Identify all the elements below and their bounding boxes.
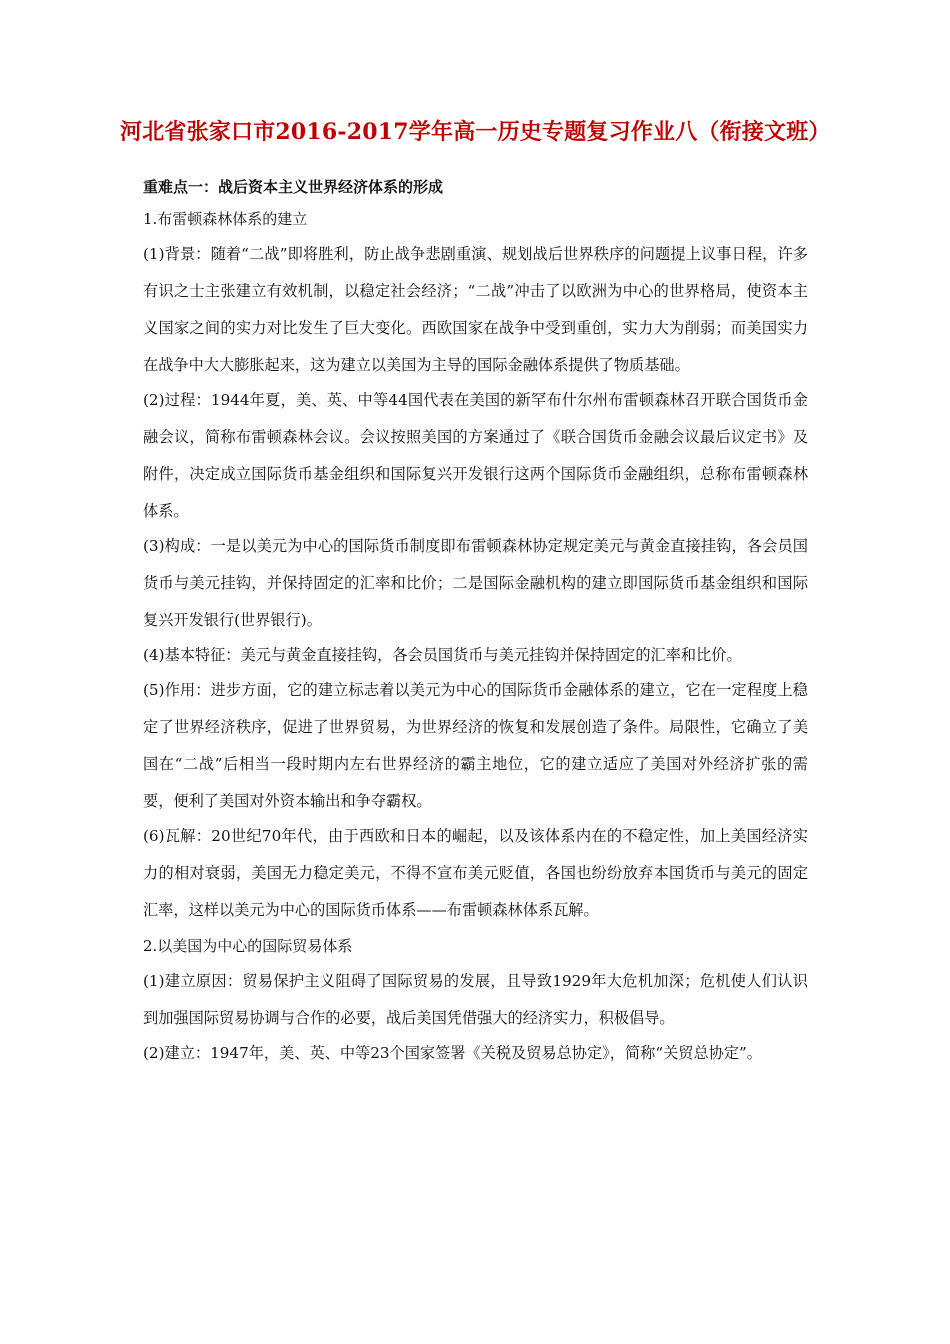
section-2-paragraph-establishment: (2)建立：1947年，美、英、中等23个国家签署《关税及贸易总协定》，简称“关贸总协定”。 [143, 1044, 762, 1062]
section-1-paragraph-collapse: (6)瓦解：20世纪70年代，由于西欧和日本的崛起，以及该体系内在的不稳定性，加上美国经济实力的相对衰弱，美国无力稳定美元，不得不宣布美元贬值，各国也纷纷放弃本国货币与美元的固定汇率，这样以美元为中心的国际货币体系——布雷顿森林体系瓦解。 [143, 827, 808, 919]
document-title: 河北省张家口市2016-2017学年高一历史专题复习作业八（衔接文班） [120, 119, 831, 145]
section-1-paragraph-background: (1)背景：随着“二战”即将胜利，防止战争悲剧重演、规划战后世界秩序的问题提上议事日程，许多有识之士主张建立有效机制，以稳定社会经济；“二战”冲击了以欧洲为中心的世界格局，使资本主义国家之间的实力对比发生了巨大变化。西欧国家在战争中受到重创，实力大为削弱；而美国实力在战争中大大膨胀起来，这为建立以美国为主导的国际金融体系提供了物质基础。 [143, 245, 808, 374]
document-body [143, 176, 808, 1072]
section-1-paragraph-features: (4)基本特征：美元与黄金直接挂钩，各会员国货币与美元挂钩并保持固定的汇率和比价。 [143, 646, 742, 664]
section-2-paragraph-reasons: (1)建立原因：贸易保护主义阻碍了国际贸易的发展，且导致1929年大危机加深；危机使人们认识到加强国际贸易协调与合作的必要，战后美国凭借强大的经济实力，积极倡导。 [143, 972, 808, 1027]
section-1-paragraph-composition: (3)构成：一是以美元为中心的国际货币制度即布雷顿森林协定规定美元与黄金直接挂钩，各会员国货币与美元挂钩，并保持固定的汇率和比价；二是国际金融机构的建立即国际货币基金组织和国际复兴开发银行(世界银行)。 [143, 537, 808, 629]
section-1-paragraph-process: (2)过程：1944年夏，美、英、中等44国代表在美国的新罕布什尔州布雷顿森林召开联合国货币金融会议，简称布雷顿森林会议。会议按照美国的方案通过了《联合国货币金融会议最后议定书》及附件，决定成立国际货币基金组织和国际复兴开发银行这两个国际货币金融组织，总称布雷顿森林体系。 [143, 391, 808, 520]
key-point-heading: 重难点一：战后资本主义世界经济体系的形成 [143, 178, 444, 196]
section-2-subtitle: 2.以美国为中心的国际贸易体系 [143, 937, 353, 955]
section-1-paragraph-effects: (5)作用：进步方面，它的建立标志着以美元为中心的国际货币金融体系的建立，它在一定程度上稳定了世界经济秩序，促进了世界贸易，为世界经济的恢复和发展创造了条件。局限性，它确立了美国在“二战”后相当一段时期内左右世界经济的霸主地位，它的建立适应了美国对外经济扩张的需要，便利了美国对外资本输出和争夺霸权。 [143, 681, 808, 810]
section-1-subtitle: 1.布雷顿森林体系的建立 [143, 210, 308, 228]
